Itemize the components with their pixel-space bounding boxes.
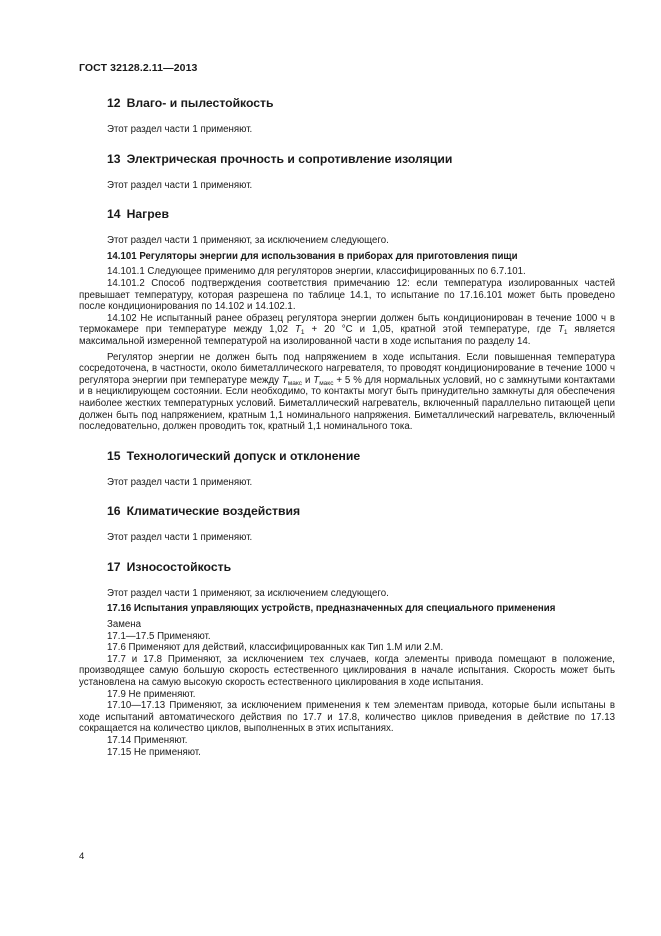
section-17-heading (107, 560, 615, 574)
page-number: 4 (79, 851, 85, 862)
list-item: 17.7 и 17.8 Применяют, за исключением тех случаев, когда элементы привода помещают в положение, производящее самую большую скорость естественного циклирования в начале испытания. Скорость может быть установлена на самую высокую скорость естественного циклирования в ходе испытания. (79, 653, 615, 689)
subsection-17-16-title: 17.16 Испытания управляющих устройств, предназначенных для специального применения (107, 603, 556, 615)
section-title: Износостойкость (126, 559, 232, 574)
section-16-text: Этот раздел части 1 применяют. (107, 532, 253, 544)
paragraph-14-101-1: 14.101.1 Следующее применимо для регуляторов энергии, классифицированных по 6.7.101. (107, 266, 526, 278)
list-item: 17.9 Не применяют. (107, 688, 196, 700)
page-content (79, 96, 615, 758)
list-item: 17.14 Применяют. (107, 735, 188, 746)
section-13-heading (107, 152, 615, 166)
paragraph-14-101-2: 14.101.2 Способ подтверждения соответствия примечанию 12: если температура изолированных частей превышает температуру, которая разрешена по таблице 14.1, то испытание по 17.16.101 может быть проведено после кондиционирования по 14.102 и 14.102.1. (79, 277, 615, 313)
subsection-14-101-title: 14.101 Регуляторы энергии для использования в приборах для приготовления пищи (107, 250, 518, 262)
section-16-heading (107, 504, 615, 518)
section-14-text: Этот раздел части 1 применяют, за исключением следующего. (107, 235, 389, 247)
section-number: 14 (107, 207, 121, 222)
section-15-heading (107, 449, 615, 463)
section-12-text: Этот раздел части 1 применяют. (107, 124, 253, 135)
section-number: 17 (107, 559, 121, 574)
standard-designation: ГОСТ 32128.2.11—2013 (79, 62, 198, 74)
section-title: Нагрев (126, 207, 169, 222)
section-title: Электрическая прочность и сопротивление изоляции (126, 151, 453, 166)
section-12-heading (107, 96, 615, 110)
list-item: 17.1—17.5 Применяют. (107, 630, 211, 642)
replace-label: Замена (107, 619, 142, 631)
section-number: 16 (107, 504, 121, 519)
section-13-text: Этот раздел части 1 применяют. (107, 179, 253, 191)
section-17-text: Этот раздел части 1 применяют, за исключением следующего. (107, 587, 389, 599)
section-number: 12 (107, 96, 121, 110)
section-15-text: Этот раздел части 1 применяют. (107, 476, 253, 488)
section-14-heading (107, 207, 615, 221)
paragraph-14-102-conditioning: Регулятор энергии не должен быть под напряжением в ходе испытания. Если повышенная температура сосредоточена, в частности, около биметаллического нагревателя, то проводят кондиционирование в течение 1000 ч регулятора энергии при температуре между $T_{макс}$ и $T_{макс} + 5$ % для нормальных условий, но с замкнутыми контактами и в нециклирующем состоянии. Если необходимо, то контакты могут быть принудительно замкнуты для обеспечения наиболее жестких температурных условий. Биметаллический нагреватель, включенный параллельно питающей цепи должен быть под напряжением, кратным 1,1 номинального напряжения. Биметаллический нагреватель, включенный последовательно, должен проводить ток, кратный 1,1 номинального тока. (79, 351, 616, 433)
section-title: Влаго- и пылестойкость (126, 96, 274, 110)
section-number: 15 (107, 448, 121, 463)
section-number: 13 (107, 151, 121, 166)
section-title: Климатические воздействия (126, 504, 301, 519)
section-title: Технологический допуск и отклонение (126, 448, 361, 463)
list-item: 17.15 Не применяют. (107, 746, 201, 758)
paragraph-14-102: 14.102 Не испытанный ранее образец регулятора энергии должен быть кондиционирован в течение 1000 ч в термокамере при температуре между 1,02 $T_1 + 20$ °С и 1,05, кратной этой температуре, где $T_1$ является максимальной измеренной температурой на изолированной части в ходе испытания по разделу 14. (79, 312, 615, 347)
list-item: 17.10—17.13 Применяют, за исключением применения к тем элементам привода, которые были испытаны в ходе испытаний автоматического действия по 17.7 и 17.8, количество циклов приведения в действие по 17.13 сокращается на количество циклов, выполненных в этих испытаниях. (79, 700, 615, 735)
list-item: 17.6 Применяют для действий, классифицированных как Тип 1.М или 2.М. (107, 642, 444, 654)
